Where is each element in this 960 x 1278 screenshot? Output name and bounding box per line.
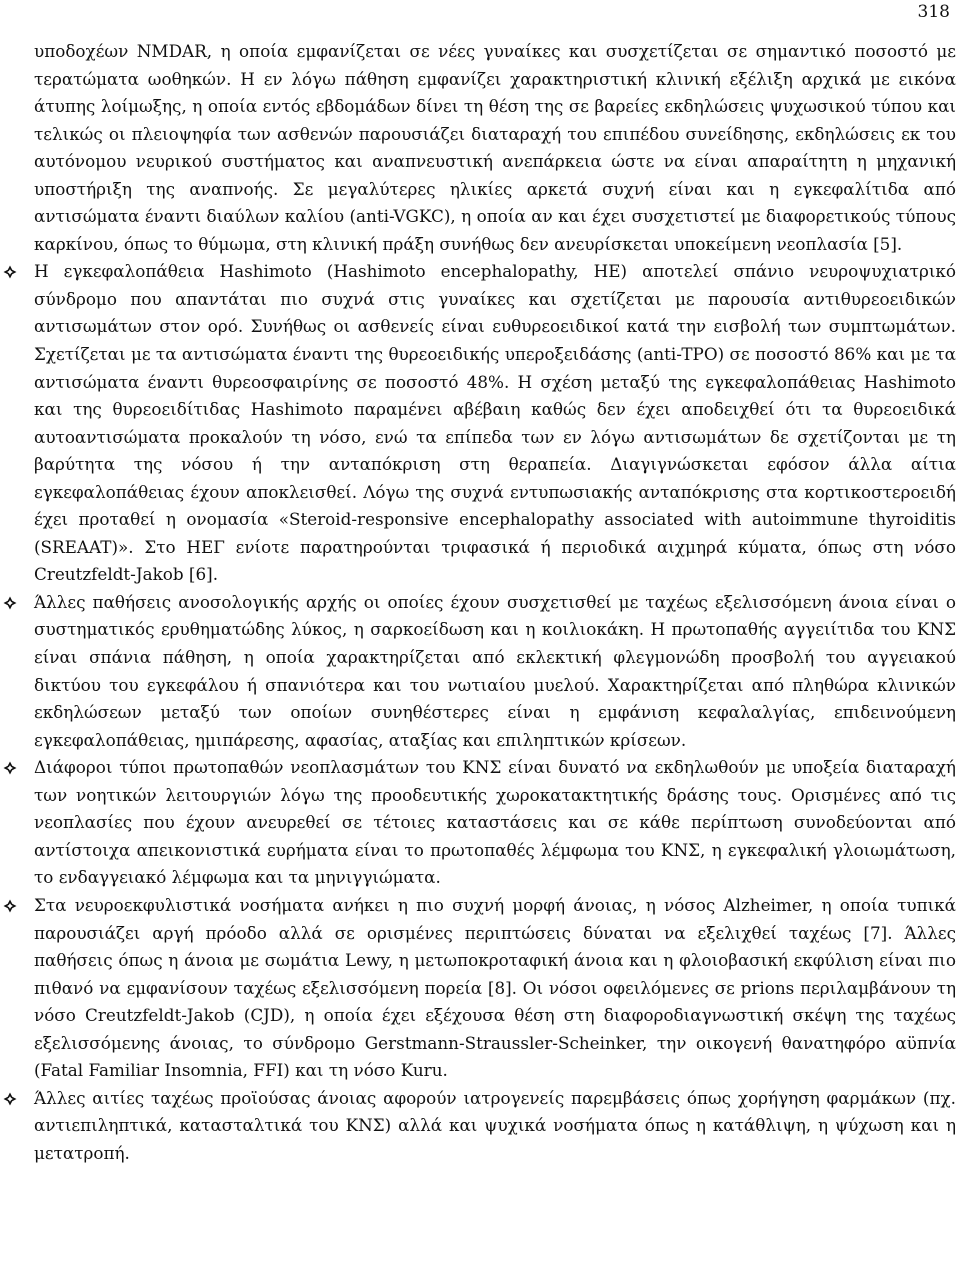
bullet-text: Άλλες αιτίες ταχέως προϊούσας άνοιας αφορούν ιατρογενείς παρεμβάσεις όπως χορήγηση φαρμάκων (πχ. αντιεπιληπτικά, κατασταλτικά του ΚΝΣ) αλλά και ψυχικά νοσήματα όπως η κατάθλιψη, η ψύχωση και η μετατροπή. <box>34 1087 956 1163</box>
bullet-text: Διάφοροι τύποι πρωτοπαθών νεοπλασμάτων του ΚΝΣ είναι δυνατό να εκδηλωθούν με υποξεία διαταραχή των νοητικών λειτουργιών λόγω της προοδευτικής χωροκατακτητικής δράσης τους. Ορισμένες από τις νεοπλασίες που έχουν ανευρεθεί σε τέτοιες καταστάσεις και σε κάθε περίπτωση συνοδεύονται από αντίστοιχα απεικονιστικά ευρήματα είναι το πρωτοπαθές λέμφωμα του ΚΝΣ, η εγκεφαλική γλοιωμάτωση, το ενδαγγειακό λέμφωμα και τα μηνιγγιώματα. <box>34 757 956 888</box>
diamond-bullet-icon <box>3 899 17 913</box>
page-number: 318 <box>917 2 950 22</box>
bullet-item-other-causes <box>34 1085 956 1168</box>
bullet-item-hashimoto <box>34 258 956 589</box>
diamond-bullet-icon <box>3 265 17 279</box>
bullet-item-neurodegenerative <box>34 892 956 1085</box>
bullet-item-neoplasms <box>34 754 956 892</box>
bullet-text: Η εγκεφαλοπάθεια Hashimoto (Hashimoto encephalopathy, HE) αποτελεί σπάνιο νευροψυχιατρικό σύνδρομο που απαντάται πιο συχνά στις γυναίκες και σχετίζεται με παρουσία αντιθυρεοειδικών αντισωμάτων στον ορό. Συνήθως οι ασθενείς είναι ευθυρεοειδικοί κατά την εισβολή των συμπτωμάτων. Σχετίζεται με τα αντισώματα έναντι της θυρεοειδικής υπεροξειδάσης (anti-TPO) σε ποσοστό 86% και με τα αντισώματα έναντι θυρεοσφαιρίνης σε ποσοστό 48%. Η σχέση μεταξύ της εγκεφαλοπάθειας Hashimoto και της θυρεοειδίτιδας Hashimoto παραμένει αβέβαιη καθώς δεν έχει αποδειχθεί ότι τα θυρεοειδικά αυτοαντισώματα προκαλούν τη νόσο, ενώ τα επίπεδα των εν λόγω αντισωμάτων δε σχετίζονται με τη βαρύτητα της νόσου ή την ανταπόκριση στη θεραπεία. Διαγιγνώσκεται εφόσον άλλα αίτια εγκεφαλοπάθειας έχουν αποκλεισθεί. Λόγω της συχνά εντυπωσιακής ανταπόκρισης στα κορτικοστεροειδή έχει προταθεί η ονομασία «Steroid-responsive encephalopathy associated with autoimmune thyroiditis (SREAAT)». Στο ΗΕΓ ενίοτε παρατηρούνται τριφασικά ή περιοδικά αιχμηρά κύματα, όπως στη νόσο Creutzfeldt-Jakob [6]. <box>34 261 956 585</box>
diamond-bullet-icon <box>3 761 17 775</box>
diamond-bullet-icon <box>3 596 17 610</box>
intro-paragraph: υποδοχέων NMDAR, η οποία εμφανίζεται σε νέες γυναίκες και συσχετίζεται σε σημαντικό ποσοστό με τερατώματα ωοθηκών. Η εν λόγω πάθηση εμφανίζει χαρακτηριστική κλινική εξέλιξη αρχικά με εικόνα άτυπης λοίμωξης, η οποία εντός εβδομάδων δίνει τη θέση της σε βαρείες εκδηλώσεις ψυχωσικού τύπου και τελικώς οι πλειοψηφία των ασθενών παρουσιάζει διαταραχή του επιπέδου συνείδησης, εκδηλώσεις εκ του αυτόνομου νευρικού συστήματος και αναπνευστική ανεπάρκεια ώστε να είναι απαραίτητη η μηχανική υποστήριξη της αναπνοής. Σε μεγαλύτερες ηλικίες αρκετά συχνή είναι και η εγκεφαλίτιδα από αντισώματα έναντι διαύλων καλίου (anti-VGKC), η οποία αν και έχει συσχετιστεί με διαφορετικούς τύπους καρκίνου, όπως το θύμωμα, στη κλινική πράξη συνήθως δεν ανευρίσκεται υποκείμενη νεοπλασία [5]. <box>34 41 956 254</box>
bullet-text: Στα νευροεκφυλιστικά νοσήματα ανήκει η πιο συχνή μορφή άνοιας, η νόσος Alzheimer, η οποία τυπικά παρουσιάζει αργή πρόοδο αλλά σε ορισμένες περιπτώσεις δύναται να εξελιχθεί ταχέως [7]. Άλλες παθήσεις όπως η άνοια με σωμάτια Lewy, η μετωποκροταφική άνοια και η φλοιοβασική εκφύλιση είναι πιο πιθανό να εμφανίσουν ταχέως εξελισσόμενη πορεία [8]. Οι νόσοι οφειλόμενες σε prions περιλαμβάνουν τη νόσο Creutzfeldt-Jakob (CJD), η οποία έχει εξέχουσα θέση στη διαφοροδιαγνωστική σκέψη της ταχέως εξελισσόμενης άνοιας, το σύνδρομο Gerstmann-Straussler-Scheinker, την οικογενή θανατηφόρο αϋπνία (Fatal Familiar Insomnia, FFI) και τη νόσο Kuru. <box>34 894 956 1081</box>
bullet-item-immune-disorders <box>34 589 956 754</box>
bullet-text: Άλλες παθήσεις ανοσολογικής αρχής οι οποίες έχουν συσχετισθεί με ταχέως εξελισσόμενη άνοια είναι ο συστηματικός ερυθηματώδης λύκος, η σαρκοείδωση και η κοιλιοκάκη. Η πρωτοπαθής αγγειίτιδα του ΚΝΣ είναι σπάνια πάθηση, η οποία χαρακτηρίζεται από εκλεκτική φλεγμονώδη προσβολή του αγγειακού δικτύου του εγκεφάλου ή σπανιότερα και του νωτιαίου μυελού. Χαρακτηρίζεται από πληθώρα κλινικών εκδηλώσεων μεταξύ των οποίων συνηθέστερες είναι η εμφάνιση κεφαλαλγίας, επιδεινούμενη εγκεφαλοπάθειας, ημιπάρεσης, αφασίας, αταξίας και επιληπτικών κρίσεων. <box>34 591 956 750</box>
diamond-bullet-icon <box>3 1092 17 1106</box>
document-body <box>34 38 956 1167</box>
